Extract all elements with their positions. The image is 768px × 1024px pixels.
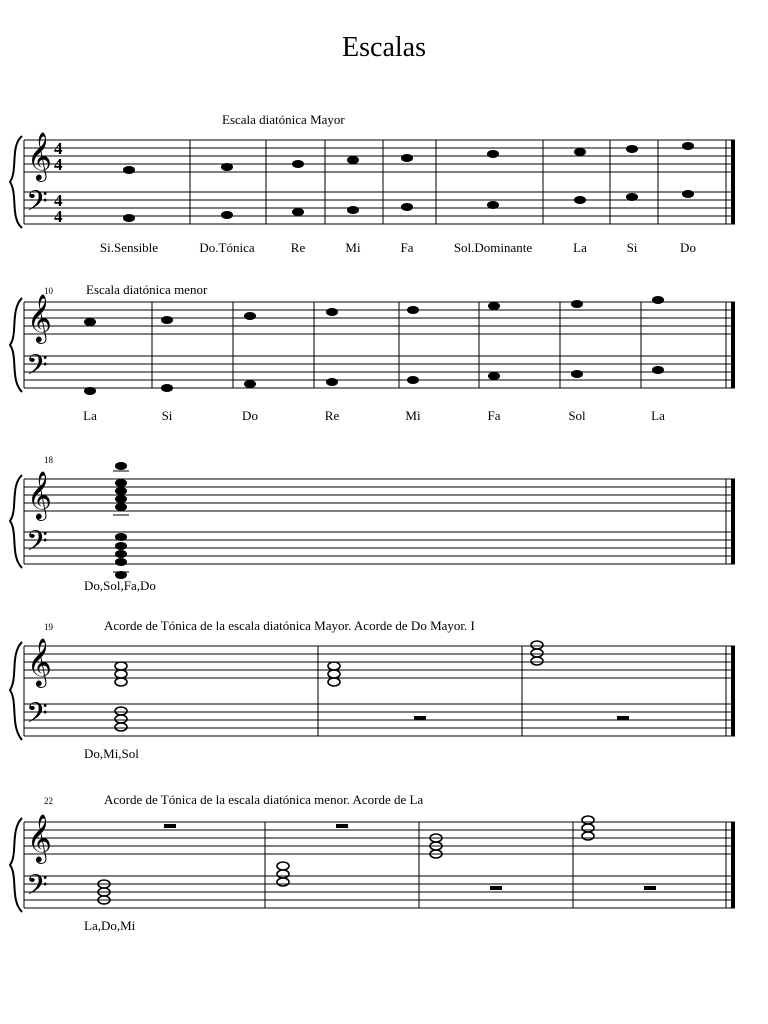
- measure-number: 18: [44, 455, 53, 465]
- lyric: Do,Sol,Fa,Do: [84, 578, 156, 593]
- brace: [10, 818, 22, 912]
- lyric: La: [651, 408, 665, 423]
- measure-number: 19: [44, 622, 53, 632]
- treble-clef-icon: 𝄞: [27, 131, 52, 180]
- system-text: Escala diatónica Mayor: [222, 112, 345, 127]
- bass-clef-icon: 𝄢: [26, 185, 48, 225]
- lyric: Mi: [405, 408, 421, 423]
- system-text: Acorde de Tónica de la escala diatónica Mayor. Acorde de Do Mayor. I: [104, 618, 475, 633]
- bass-clef-icon: 𝄢: [26, 697, 48, 737]
- svg-text:4: 4: [54, 207, 63, 226]
- lyric: Fa: [487, 408, 501, 423]
- svg-text:4: 4: [54, 155, 63, 174]
- lyric: Do: [680, 240, 696, 255]
- lyric: La: [83, 408, 97, 423]
- page-title: Escalas: [342, 32, 426, 63]
- lyric: Sol: [568, 408, 586, 423]
- lyric: Si.Sensible: [99, 240, 159, 255]
- bass-clef-icon: 𝄢: [26, 869, 48, 909]
- treble-clef-icon: 𝄞: [27, 637, 52, 686]
- treble-clef-icon: 𝄞: [27, 813, 52, 862]
- lyric: La: [573, 240, 587, 255]
- svg-text:4: 4: [54, 139, 63, 158]
- system-text: Escala diatónica menor: [86, 282, 208, 297]
- lyric: Si: [161, 408, 173, 423]
- treble-clef-icon: 𝄞: [27, 470, 52, 519]
- measure-number: 22: [44, 796, 53, 806]
- lyric: Do.Tónica: [199, 240, 255, 255]
- treble-staff: [24, 822, 735, 854]
- barlines: [265, 822, 573, 908]
- bass-clef-icon: 𝄢: [26, 525, 48, 565]
- lyric: Si: [626, 240, 638, 255]
- chord-notes: [98, 816, 594, 904]
- lyric: Mi: [345, 240, 361, 255]
- lyric: Fa: [400, 240, 414, 255]
- svg-text:4: 4: [54, 191, 63, 210]
- lyric: La,Do,Mi: [84, 918, 136, 933]
- lyric: Do: [242, 408, 258, 423]
- bass-staff: [24, 876, 735, 908]
- lyric: Sol.Dominante: [453, 240, 533, 255]
- lyric: Re: [290, 240, 306, 255]
- bass-clef-icon: 𝄢: [26, 349, 48, 389]
- system-text: Acorde de Tónica de la escala diatónica menor. Acorde de La: [104, 792, 424, 807]
- final-barline-thick: [731, 822, 735, 908]
- lyric: Do,Mi,Sol: [84, 746, 139, 761]
- treble-clef-icon: 𝄞: [27, 293, 52, 342]
- measure-number: 10: [44, 286, 53, 296]
- lyric: Re: [324, 408, 340, 423]
